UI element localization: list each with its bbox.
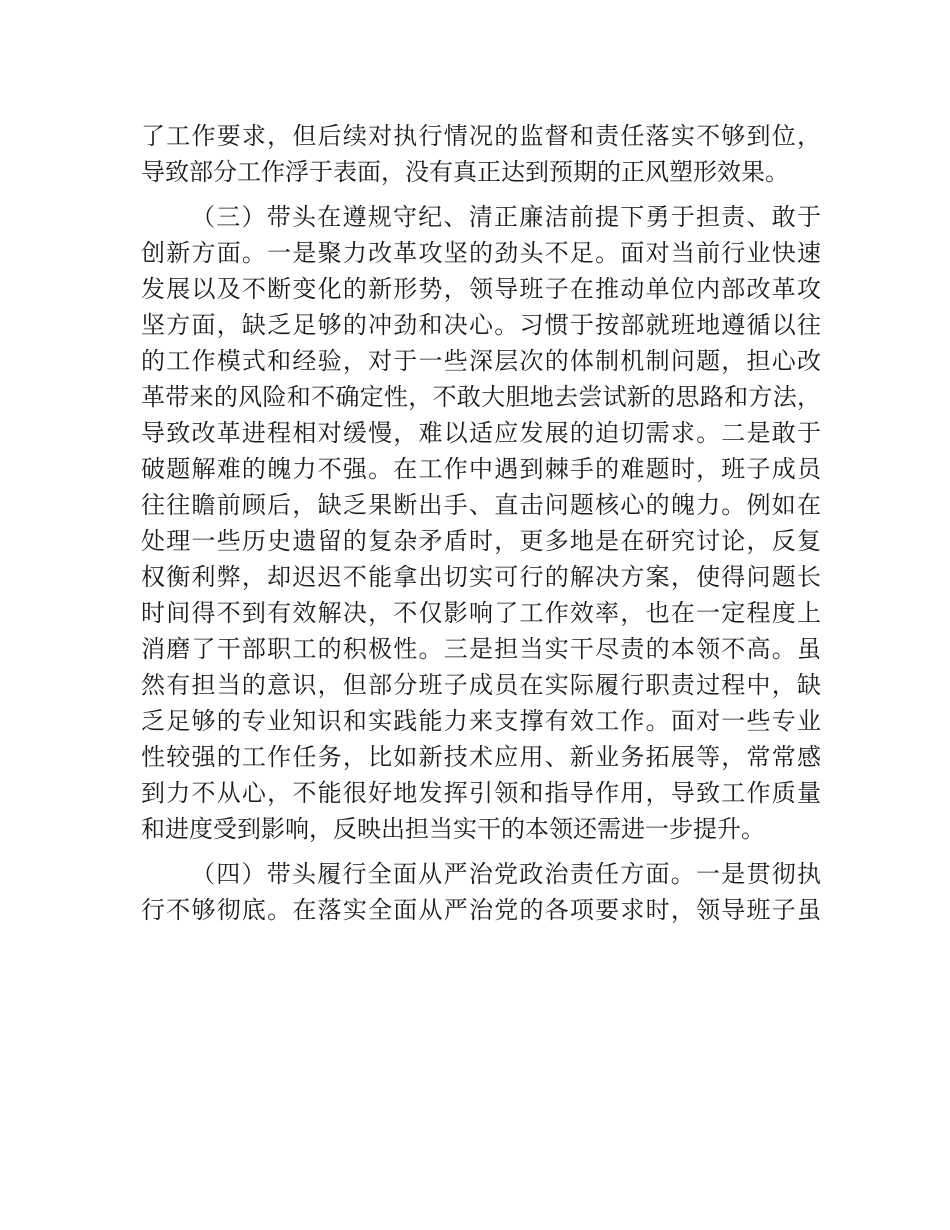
text-line: 乏足够的专业知识和实践能力来支撑有效工作。面对一些专业 xyxy=(141,707,821,735)
text-line: 消磨了干部职工的积极性。三是担当实干尽责的本领不高。虽 xyxy=(141,635,821,663)
text-line: 到力不从心，不能很好地发挥引领和指导作用，导致工作质量 xyxy=(141,779,821,807)
paragraph-3 xyxy=(141,856,821,928)
text-line: 时间得不到有效解决，不仅影响了工作效率，也在一定程度上 xyxy=(141,599,821,627)
text-line: 的工作模式和经验，对于一些深层次的体制机制问题，担心改 xyxy=(141,347,821,375)
text-line: 行不够彻底。在落实全面从严治党的各项要求时，领导班子虽 xyxy=(141,896,821,924)
paragraph-1 xyxy=(141,118,821,190)
text-line: 导致改革进程相对缓慢，难以适应发展的迫切需求。二是敢于 xyxy=(141,419,821,447)
text-line: 处理一些历史遗留的复杂矛盾时，更多地是在研究讨论，反复 xyxy=(141,527,821,555)
text-line: 往往瞻前顾后，缺乏果断出手、直击问题核心的魄力。例如在 xyxy=(141,491,821,519)
text-line: 和进度受到影响，反映出担当实干的本领还需进一步提升。 xyxy=(141,815,765,843)
text-line: 了工作要求，但后续对执行情况的监督和责任落实不够到位， xyxy=(141,122,821,150)
text-line: 破题解难的魄力不强。在工作中遇到棘手的难题时，班子成员 xyxy=(141,455,821,483)
text-line: 然有担当的意识，但部分班子成员在实际履行职责过程中，缺 xyxy=(141,671,821,699)
paragraph-2 xyxy=(141,199,821,847)
text-line: 创新方面。一是聚力改革攻坚的劲头不足。面对当前行业快速 xyxy=(141,239,821,267)
text-line: 权衡利弊，却迟迟不能拿出切实可行的解决方案，使得问题长 xyxy=(141,563,821,591)
text-line: 导致部分工作浮于表面，没有真正达到预期的正风塑形效果。 xyxy=(141,158,789,186)
text-line: 革带来的风险和不确定性，不敢大胆地去尝试新的思路和方法， xyxy=(141,383,821,411)
document-body xyxy=(141,118,821,928)
text-line: 坚方面，缺乏足够的冲劲和决心。习惯于按部就班地遵循以往 xyxy=(141,311,821,339)
text-line: 发展以及不断变化的新形势，领导班子在推动单位内部改革攻 xyxy=(141,275,821,303)
section-heading-line: （四）带头履行全面从严治党政治责任方面。一是贯彻执 xyxy=(191,860,821,888)
text-line: 性较强的工作任务，比如新技术应用、新业务拓展等，常常感 xyxy=(141,743,821,771)
section-heading-line: （三）带头在遵规守纪、清正廉洁前提下勇于担责、敢于 xyxy=(191,203,821,231)
